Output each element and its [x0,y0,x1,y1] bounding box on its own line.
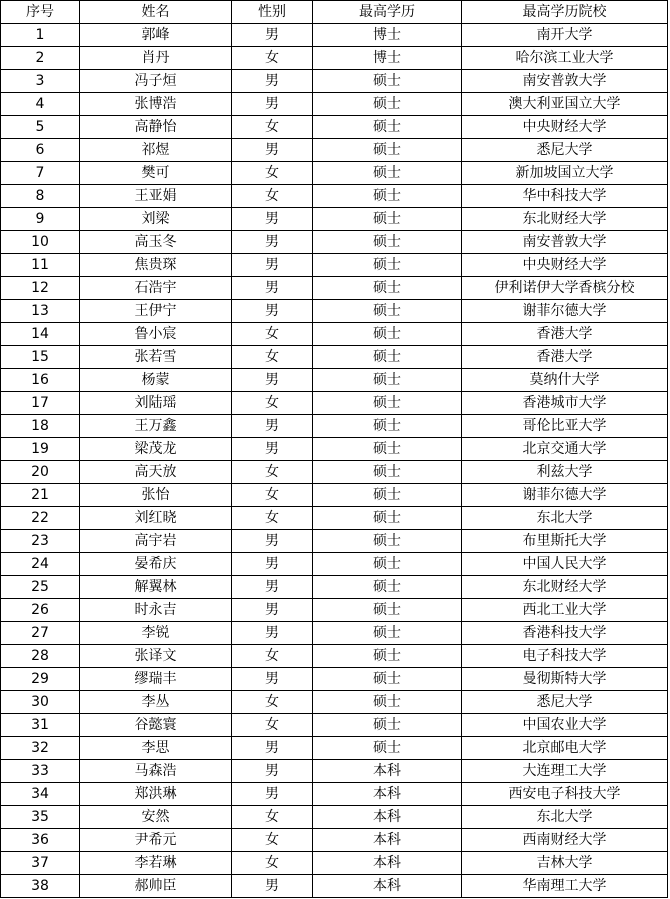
table-row [1,208,668,231]
cell-index: 26 [1,599,80,622]
cell-index: 25 [1,576,80,599]
cell-degree: 硕士 [313,691,462,714]
cell-name: 杨蒙 [80,369,232,392]
cell-index: 37 [1,852,80,875]
cell-school: 悉尼大学 [462,139,668,162]
cell-index: 9 [1,208,80,231]
cell-degree: 硕士 [313,484,462,507]
cell-index: 3 [1,70,80,93]
cell-degree: 硕士 [313,714,462,737]
cell-index: 5 [1,116,80,139]
table-row [1,162,668,185]
table-row [1,599,668,622]
cell-degree: 硕士 [313,392,462,415]
cell-school: 布里斯托大学 [462,530,668,553]
table-row [1,714,668,737]
table-row [1,185,668,208]
cell-gender: 男 [232,277,313,300]
cell-school: 西南财经大学 [462,829,668,852]
cell-index: 16 [1,369,80,392]
cell-gender: 男 [232,300,313,323]
table-row [1,93,668,116]
cell-gender: 女 [232,507,313,530]
cell-name: 郝帅臣 [80,875,232,898]
table-row [1,24,668,47]
cell-index: 1 [1,24,80,47]
cell-index: 12 [1,277,80,300]
cell-index: 7 [1,162,80,185]
cell-gender: 女 [232,323,313,346]
table-row [1,530,668,553]
cell-index: 20 [1,461,80,484]
cell-school: 东北大学 [462,806,668,829]
cell-name: 肖丹 [80,47,232,70]
cell-school: 中央财经大学 [462,254,668,277]
table-header [1,1,668,24]
table-row [1,346,668,369]
cell-name: 高天放 [80,461,232,484]
cell-gender: 女 [232,162,313,185]
cell-index: 18 [1,415,80,438]
cell-index: 8 [1,185,80,208]
cell-degree: 硕士 [313,323,462,346]
cell-name: 鲁小宸 [80,323,232,346]
cell-gender: 男 [232,438,313,461]
cell-name: 时永吉 [80,599,232,622]
cell-gender: 女 [232,852,313,875]
cell-name: 李锐 [80,622,232,645]
table-row [1,47,668,70]
cell-school: 香港大学 [462,323,668,346]
cell-index: 28 [1,645,80,668]
cell-school: 大连理工大学 [462,760,668,783]
cell-school: 北京邮电大学 [462,737,668,760]
cell-degree: 硕士 [313,162,462,185]
cell-index: 34 [1,783,80,806]
table-row [1,484,668,507]
cell-index: 27 [1,622,80,645]
cell-name: 张怡 [80,484,232,507]
table-row [1,70,668,93]
cell-degree: 硕士 [313,93,462,116]
cell-gender: 男 [232,70,313,93]
cell-school: 香港大学 [462,346,668,369]
cell-name: 郑洪琳 [80,783,232,806]
cell-degree: 硕士 [313,300,462,323]
cell-school: 北京交通大学 [462,438,668,461]
cell-name: 安然 [80,806,232,829]
cell-degree: 硕士 [313,116,462,139]
cell-degree: 博士 [313,24,462,47]
cell-index: 38 [1,875,80,898]
cell-name: 刘梁 [80,208,232,231]
cell-school: 澳大利亚国立大学 [462,93,668,116]
cell-gender: 女 [232,714,313,737]
table-row [1,553,668,576]
table-row [1,668,668,691]
table-row [1,323,668,346]
cell-name: 樊可 [80,162,232,185]
cell-name: 焦贵琛 [80,254,232,277]
cell-school: 南安普敦大学 [462,231,668,254]
table-row [1,760,668,783]
cell-gender: 男 [232,24,313,47]
cell-school: 西北工业大学 [462,599,668,622]
cell-name: 王亚娟 [80,185,232,208]
cell-name: 尹希元 [80,829,232,852]
cell-school: 香港科技大学 [462,622,668,645]
cell-gender: 女 [232,116,313,139]
table-row [1,783,668,806]
cell-gender: 女 [232,185,313,208]
cell-index: 23 [1,530,80,553]
cell-degree: 硕士 [313,576,462,599]
table-row [1,622,668,645]
cell-index: 13 [1,300,80,323]
cell-index: 33 [1,760,80,783]
cell-name: 缪瑞丰 [80,668,232,691]
cell-degree: 硕士 [313,369,462,392]
cell-name: 王伊宁 [80,300,232,323]
table-row [1,277,668,300]
cell-school: 中国农业大学 [462,714,668,737]
cell-school: 新加坡国立大学 [462,162,668,185]
header-index: 序号 [1,1,80,24]
cell-school: 中央财经大学 [462,116,668,139]
cell-name: 谷懿寰 [80,714,232,737]
cell-gender: 男 [232,599,313,622]
cell-school: 东北财经大学 [462,576,668,599]
cell-school: 利兹大学 [462,461,668,484]
cell-school: 西安电子科技大学 [462,783,668,806]
cell-school: 电子科技大学 [462,645,668,668]
cell-degree: 本科 [313,829,462,852]
cell-index: 32 [1,737,80,760]
cell-degree: 本科 [313,875,462,898]
cell-index: 11 [1,254,80,277]
table-row [1,300,668,323]
cell-gender: 男 [232,783,313,806]
cell-name: 张博浩 [80,93,232,116]
cell-index: 4 [1,93,80,116]
table-row [1,438,668,461]
cell-name: 李若琳 [80,852,232,875]
cell-degree: 硕士 [313,277,462,300]
cell-degree: 硕士 [313,254,462,277]
cell-name: 石浩宇 [80,277,232,300]
cell-gender: 男 [232,576,313,599]
cell-school: 莫纳什大学 [462,369,668,392]
cell-gender: 女 [232,392,313,415]
cell-degree: 硕士 [313,70,462,93]
cell-name: 祁煜 [80,139,232,162]
cell-school: 曼彻斯特大学 [462,668,668,691]
cell-index: 24 [1,553,80,576]
cell-school: 华南理工大学 [462,875,668,898]
cell-name: 高宇岩 [80,530,232,553]
header-name: 姓名 [80,1,232,24]
cell-degree: 硕士 [313,507,462,530]
table-row [1,116,668,139]
cell-degree: 博士 [313,47,462,70]
cell-gender: 男 [232,530,313,553]
cell-degree: 本科 [313,783,462,806]
cell-gender: 女 [232,47,313,70]
cell-name: 冯子烜 [80,70,232,93]
cell-gender: 男 [232,668,313,691]
table-row [1,576,668,599]
cell-index: 19 [1,438,80,461]
cell-gender: 男 [232,737,313,760]
cell-school: 东北财经大学 [462,208,668,231]
cell-index: 36 [1,829,80,852]
table-row [1,875,668,898]
header-gender: 性别 [232,1,313,24]
table-row [1,507,668,530]
cell-degree: 硕士 [313,622,462,645]
cell-index: 29 [1,668,80,691]
cell-index: 14 [1,323,80,346]
cell-school: 中国人民大学 [462,553,668,576]
table-row [1,415,668,438]
cell-index: 30 [1,691,80,714]
cell-degree: 硕士 [313,553,462,576]
cell-name: 李思 [80,737,232,760]
header-row [1,1,668,24]
cell-index: 6 [1,139,80,162]
cell-name: 王万鑫 [80,415,232,438]
cell-name: 解翼林 [80,576,232,599]
cell-school: 哈尔滨工业大学 [462,47,668,70]
cell-name: 梁茂龙 [80,438,232,461]
table-row [1,231,668,254]
cell-school: 悉尼大学 [462,691,668,714]
cell-gender: 男 [232,415,313,438]
cell-degree: 硕士 [313,438,462,461]
cell-school: 华中科技大学 [462,185,668,208]
cell-gender: 女 [232,691,313,714]
cell-gender: 男 [232,622,313,645]
cell-school: 哥伦比亚大学 [462,415,668,438]
table-row [1,392,668,415]
cell-name: 张译文 [80,645,232,668]
cell-school: 南安普敦大学 [462,70,668,93]
cell-degree: 硕士 [313,530,462,553]
cell-name: 晏希庆 [80,553,232,576]
cell-gender: 男 [232,208,313,231]
cell-school: 伊利诺伊大学香槟分校 [462,277,668,300]
table-row [1,461,668,484]
cell-degree: 硕士 [313,208,462,231]
cell-degree: 硕士 [313,415,462,438]
table-row [1,852,668,875]
cell-gender: 女 [232,346,313,369]
cell-gender: 女 [232,806,313,829]
cell-degree: 硕士 [313,668,462,691]
cell-index: 10 [1,231,80,254]
cell-index: 21 [1,484,80,507]
cell-school: 谢菲尔德大学 [462,484,668,507]
cell-gender: 男 [232,139,313,162]
cell-index: 15 [1,346,80,369]
cell-name: 高静怡 [80,116,232,139]
cell-degree: 硕士 [313,599,462,622]
cell-index: 2 [1,47,80,70]
table-body [1,24,668,898]
cell-name: 刘红晓 [80,507,232,530]
cell-gender: 女 [232,484,313,507]
table-row [1,737,668,760]
cell-gender: 女 [232,645,313,668]
cell-gender: 男 [232,760,313,783]
cell-gender: 男 [232,93,313,116]
table-row [1,829,668,852]
cell-gender: 男 [232,254,313,277]
cell-school: 南开大学 [462,24,668,47]
cell-degree: 硕士 [313,231,462,254]
cell-name: 高玉冬 [80,231,232,254]
table-row [1,806,668,829]
cell-school: 吉林大学 [462,852,668,875]
cell-gender: 男 [232,231,313,254]
table-row [1,645,668,668]
cell-degree: 硕士 [313,346,462,369]
cell-school: 香港城市大学 [462,392,668,415]
cell-gender: 男 [232,369,313,392]
cell-name: 马森浩 [80,760,232,783]
cell-name: 李丛 [80,691,232,714]
table-row [1,691,668,714]
cell-degree: 硕士 [313,737,462,760]
cell-gender: 女 [232,829,313,852]
cell-degree: 本科 [313,852,462,875]
cell-degree: 硕士 [313,185,462,208]
cell-degree: 本科 [313,806,462,829]
table-row [1,254,668,277]
cell-degree: 硕士 [313,139,462,162]
cell-name: 刘陆瑶 [80,392,232,415]
table-row [1,139,668,162]
cell-index: 35 [1,806,80,829]
cell-degree: 本科 [313,760,462,783]
table-row [1,369,668,392]
cell-name: 张若雪 [80,346,232,369]
cell-school: 谢菲尔德大学 [462,300,668,323]
cell-index: 17 [1,392,80,415]
cell-index: 31 [1,714,80,737]
cell-gender: 男 [232,553,313,576]
cell-degree: 硕士 [313,645,462,668]
cell-index: 22 [1,507,80,530]
cell-degree: 硕士 [313,461,462,484]
header-school: 最高学历院校 [462,1,668,24]
cell-name: 郭峰 [80,24,232,47]
cell-gender: 女 [232,461,313,484]
header-degree: 最高学历 [313,1,462,24]
cell-school: 东北大学 [462,507,668,530]
cell-gender: 男 [232,875,313,898]
